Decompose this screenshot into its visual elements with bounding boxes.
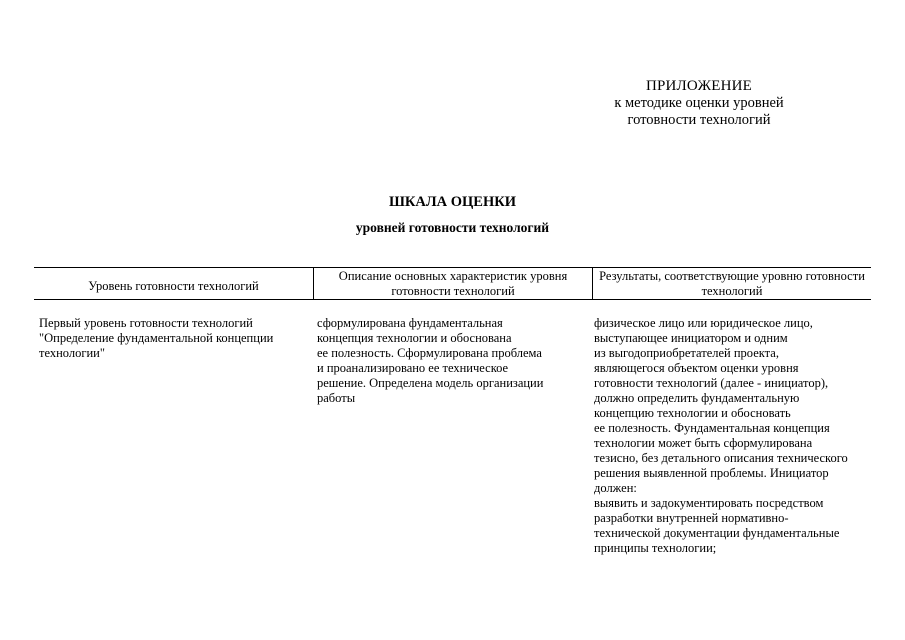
document-title: ШКАЛА ОЦЕНКИ [388, 194, 517, 210]
header-level: Уровень готовности технологий [88, 279, 259, 293]
results-line: технической документации фундаментальные [594, 526, 840, 540]
description-line: концепция технологии и обоснована [317, 331, 512, 345]
description-line: и проанализировано ее техническое [317, 361, 509, 375]
description-line: работы [317, 391, 356, 405]
level-line: "Определение фундаментальной концепции [39, 331, 274, 345]
level-line: Первый уровень готовности технологий [39, 316, 253, 330]
results-line: из выгодоприобретателей проекта, [594, 346, 779, 360]
table-header-row [34, 267, 871, 300]
document-subtitle: уровней готовности технологий [355, 220, 550, 235]
results-line: технологии может быть сформулирована [594, 436, 813, 450]
results-line: физическое лицо или юридическое лицо, [594, 316, 813, 330]
results-line: выявить и задокументировать посредством [594, 496, 824, 510]
appendix-line-2: готовности технологий [627, 112, 771, 128]
description-line: решение. Определена модель организации [317, 376, 544, 390]
readiness-scale-table [34, 267, 871, 556]
cell-results [592, 316, 871, 556]
results-line: должен: [594, 481, 637, 495]
results-line: решения выявленной проблемы. Инициатор [594, 466, 829, 480]
results-line: являющегося объектом оценки уровня [594, 361, 799, 375]
results-line: должно определить фундаментальную [594, 391, 800, 405]
appendix-title: ПРИЛОЖЕНИЕ [645, 78, 753, 94]
results-line: принципы технологии; [594, 541, 717, 555]
table-row [34, 300, 871, 556]
results-line: концепцию технологии и обосновать [594, 406, 791, 420]
appendix-line-1: к методике оценки уровней [614, 95, 784, 111]
level-line: технологии" [39, 346, 105, 360]
results-line: ее полезность. Фундаментальная концепция [594, 421, 830, 435]
description-line: ее полезность. Сформулирована проблема [317, 346, 542, 360]
description-line: сформулирована фундаментальная [317, 316, 503, 330]
results-line: разработки внутренней нормативно- [594, 511, 789, 525]
cell-description [313, 316, 592, 556]
results-line: тезисно, без детального описания технического [594, 451, 848, 465]
results-line: выступающее инициатором и одним [594, 331, 788, 345]
header-results: Результаты, соответствующие уровню готовности технологий [592, 268, 871, 299]
appendix-header [569, 78, 829, 129]
header-description: Описание основных характеристик уровня готовности технологий [313, 268, 592, 299]
cell-level [34, 316, 313, 556]
results-line: готовности технологий (далее - инициатор), [594, 376, 829, 390]
